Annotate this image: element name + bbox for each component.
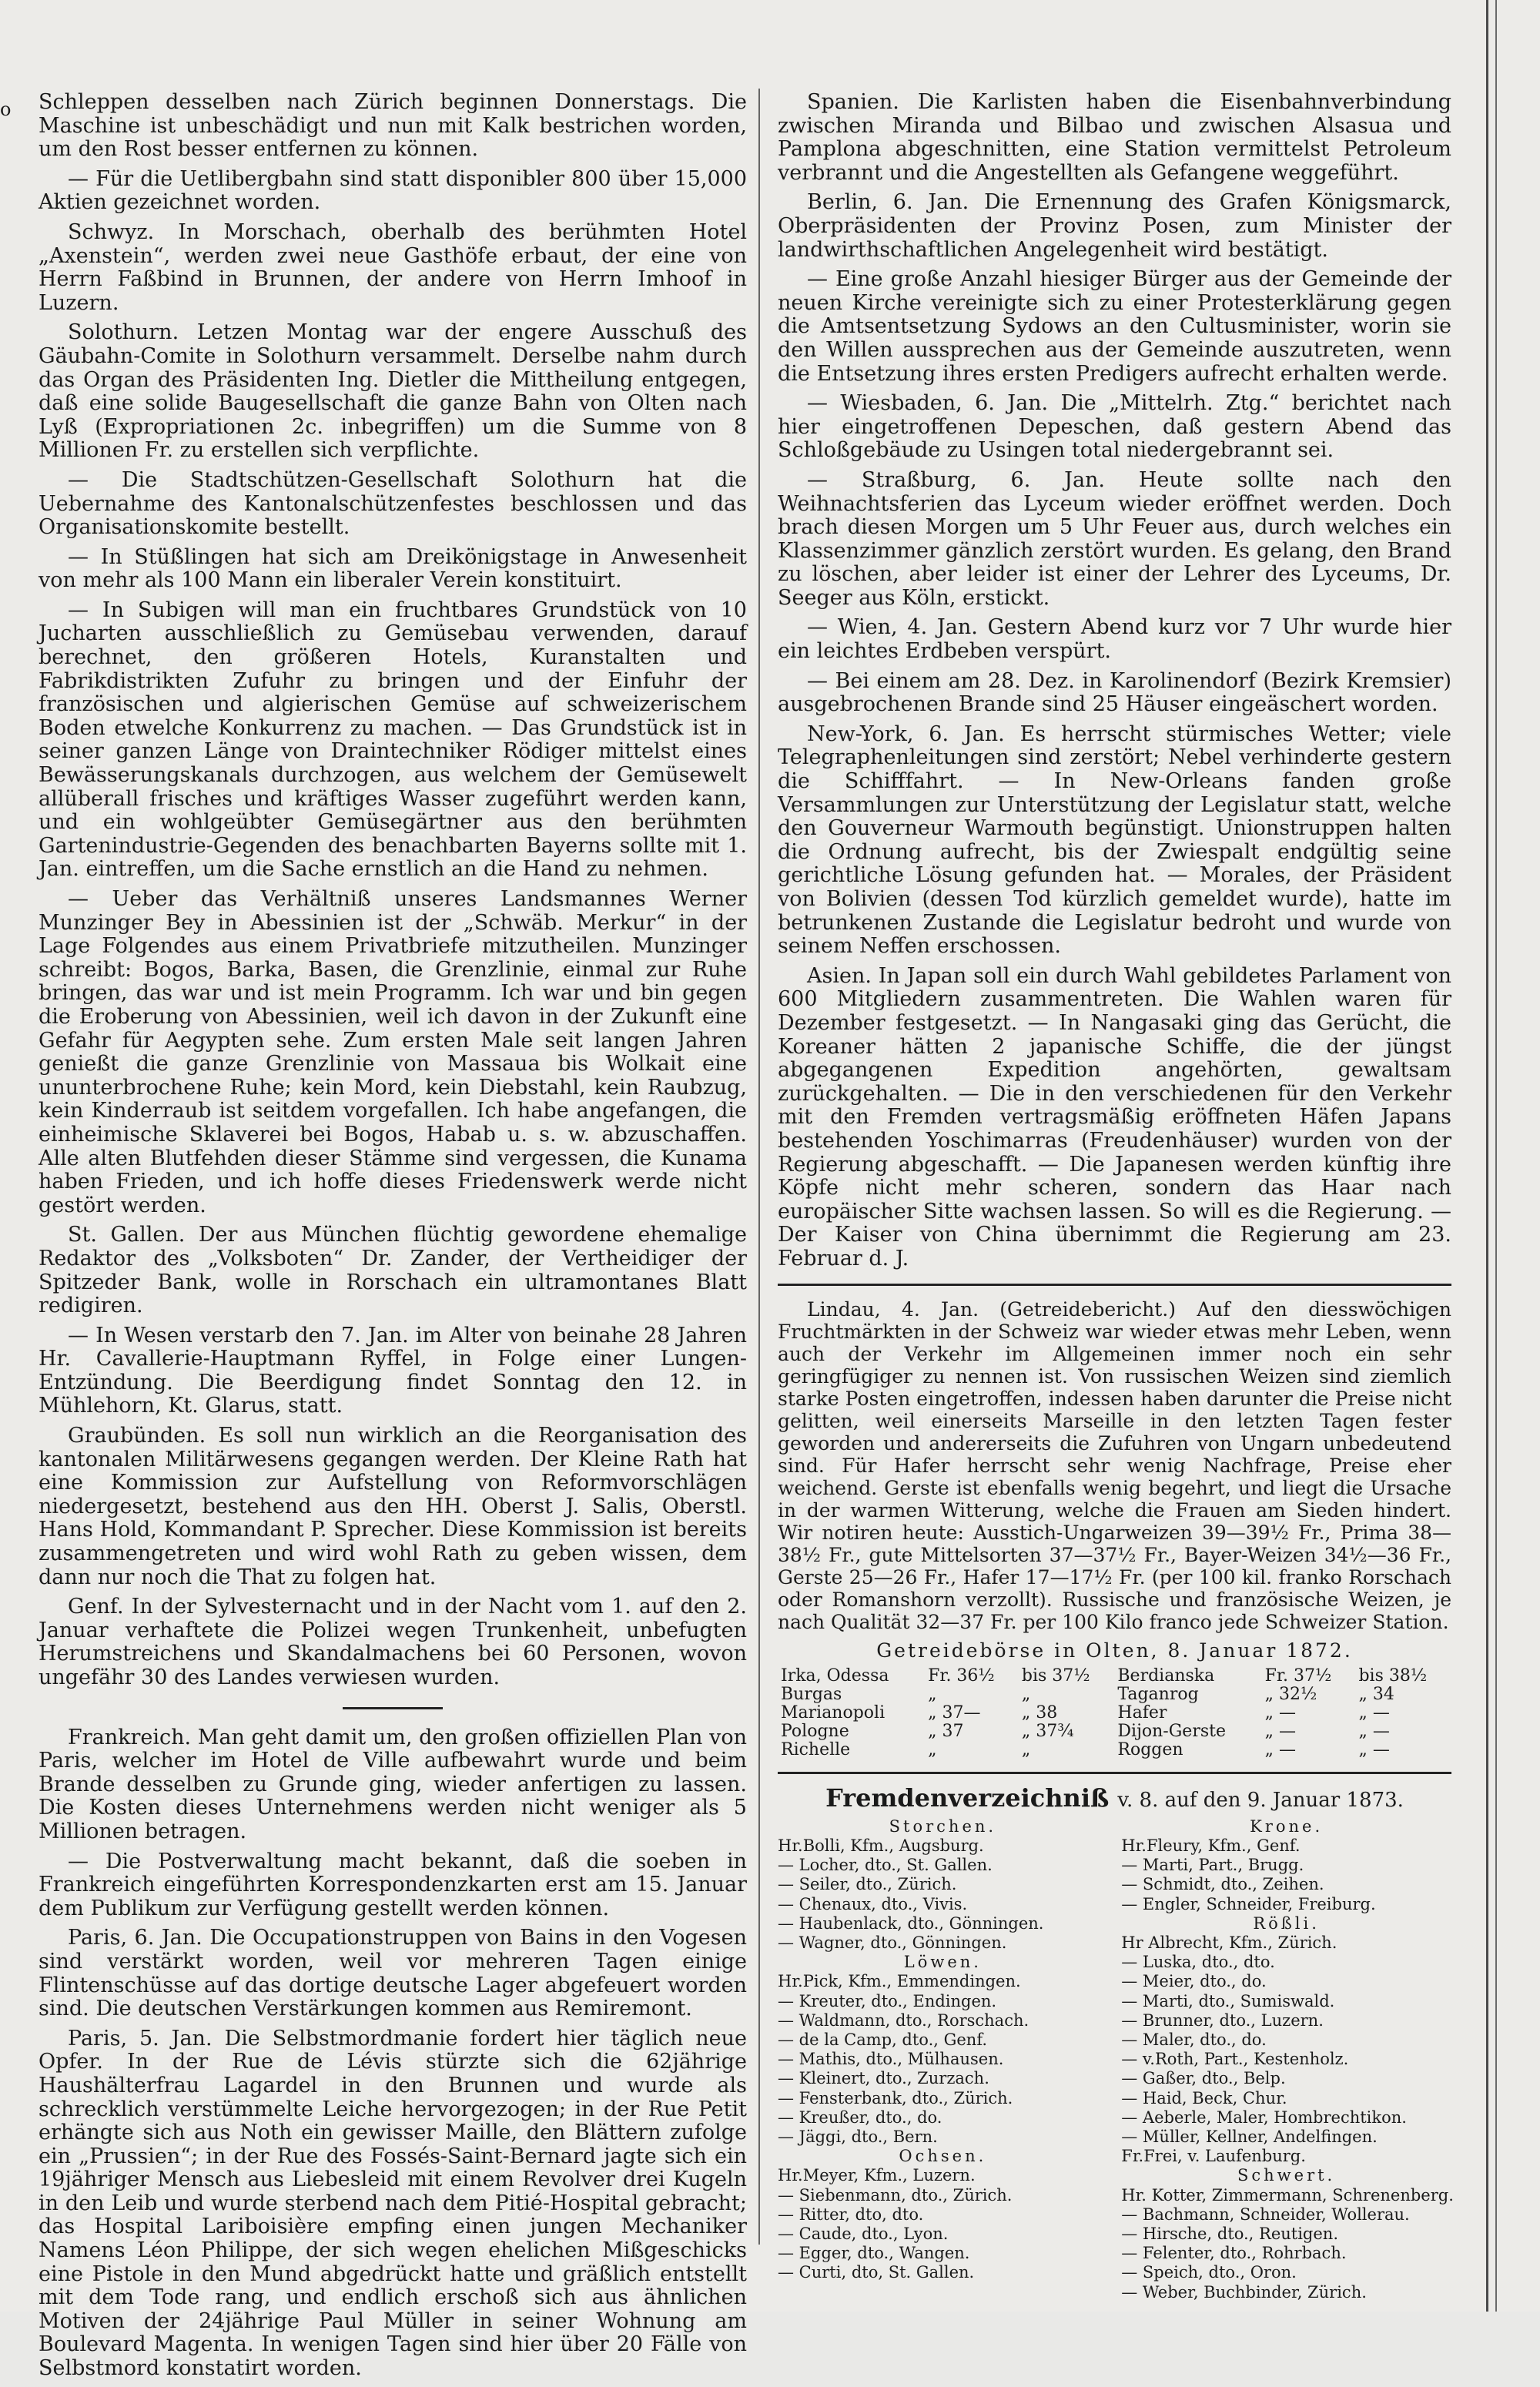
- article-paragraph: — Die Postverwaltung macht bekannt, daß die soeben in Frankreich eingeführten Korrespondenzkarten erst am 15. Januar dem Publikum zur Verfügung gestellt werden können.: [38, 1849, 747, 1920]
- price-cell: „: [1021, 1685, 1031, 1705]
- section-rule: [778, 1772, 1451, 1774]
- guest-entry: — Ritter, dto, dto.: [778, 2205, 924, 2224]
- guest-entry: — Müller, Kellner, Andelfingen.: [1121, 2127, 1378, 2146]
- price-cell: Berdianska: [1117, 1666, 1215, 1686]
- guest-entry: — Gaßer, dto., Belp.: [1121, 2069, 1286, 2088]
- price-cell: „ 37—: [928, 1703, 981, 1723]
- guest-list-left: [778, 1817, 1108, 2302]
- page-edge-border: [1486, 0, 1488, 2312]
- price-row: [778, 1722, 1451, 1741]
- guest-entry: — Caude, dto., Lyon.: [778, 2224, 949, 2243]
- price-cell: „ —: [1358, 1740, 1390, 1760]
- price-cell: „ 37: [928, 1722, 964, 1742]
- hotel-name: Löwen.: [903, 1953, 982, 1972]
- price-cell: „ 32½: [1264, 1685, 1317, 1705]
- guest-entry: — Kreuter, dto., Endingen.: [778, 1991, 997, 2010]
- exchange-title: Getreidebörse in Olten, 8. Januar 1872.: [876, 1639, 1353, 1662]
- guest-entry: — Luska, dto., dto.: [1121, 1953, 1275, 1972]
- column-rule: [758, 89, 760, 2245]
- guest-entry: Fr.Frei, v. Laufenburg.: [1121, 2147, 1306, 2166]
- price-cell: Dijon-Gerste: [1117, 1722, 1226, 1742]
- price-cell: Fr. 37½: [1264, 1666, 1332, 1686]
- price-row: [778, 1686, 1451, 1704]
- article-paragraph: Berlin, 6. Jan. Die Ernennung des Grafen Königsmarck, Oberpräsidenten der Provinz Posen, zum Minister der landwirthschaftlichen Angelegenheit wird bestätigt.: [778, 190, 1451, 262]
- price-row: [778, 1741, 1451, 1759]
- market-report: Lindau, 4. Jan. (Getreidebericht.) Auf den diesswöchigen Fruchtmärkten in der Schweiz war wieder etwas mehr Leben, wenn auch der Verkehr im Allgemeinen immer noch ein sehr geringfügiger zu nennen ist. Von russischen Weizen sind ziemlich starke Posten eingetroffen, indessen haben darunter die Preise nicht gelitten, weil einerseits Marseille in den letzten Tagen fester geworden und andererseits die Zufuhren von Ungarn unbedeutend sind. Für Hafer herrscht sehr wenig Nachfrage, Preise eher weichend. Gerste ist ebenfalls wenig begehrt, und liegt die Ursache in der warmen Witterung, welche die Frauen am Sieden hindert. Wir notiren heute: Ausstich-Ungarweizen 39—39½ Fr., Prima 38—38½ Fr., gute Mittelsorten 37—37½ Fr., Bayer-Weizen 34½—36 Fr., Gerste 25—26 Fr., Hafer 17—17½ Fr. (per 100 kil. franko Rorschach oder Romanshorn verzollt). Russische und französische Weizen, je nach Qualität 32—37 Fr. per 100 Kilo franco jede Schweizer Station.: [778, 1297, 1451, 1633]
- page-edge-border-inner: [1495, 0, 1497, 2312]
- price-cell: Pologne: [781, 1722, 849, 1742]
- guest-entry: — Aeberle, Maler, Hombrechtikon.: [1121, 2107, 1407, 2127]
- article-paragraph: — In Wesen verstarb den 7. Jan. im Alter von beinahe 28 Jahren Hr. Cavallerie-Hauptmann Ryffel, in Folge einer Lungen-Entzündung. Die Beerdigung findet Sonntag den 12. in Mühlehorn, Kt. Glarus, statt.: [38, 1323, 747, 1418]
- guest-entry: — Waldmann, dto., Rorschach.: [778, 2010, 1029, 2030]
- guest-entry: — Marti, dto., Sumiswald.: [1121, 1991, 1335, 2010]
- guest-entry: — Kreußer, dto., do.: [778, 2107, 942, 2127]
- price-cell: „: [928, 1685, 937, 1705]
- article-paragraph: — Wien, 4. Jan. Gestern Abend kurz vor 7 Uhr wurde hier ein leichtes Erdbeben verspürt.: [778, 615, 1451, 664]
- guest-entry: Hr.Meyer, Kfm., Luzern.: [778, 2166, 976, 2185]
- price-row: [778, 1704, 1451, 1722]
- price-cell: „: [1021, 1740, 1031, 1760]
- price-cell: „: [928, 1740, 937, 1760]
- hotel-name: Ochsen.: [899, 2147, 987, 2166]
- guest-entry: — Felenter, dto., Rohrbach.: [1121, 2244, 1347, 2263]
- guest-entry: — Locher, dto., St. Gallen.: [778, 1856, 993, 1875]
- guest-list-right: [1121, 1816, 1454, 2302]
- guest-entry: — Bachmann, Schneider, Wollerau.: [1121, 2205, 1410, 2224]
- guest-entry: Hr.Bolli, Kfm., Augsburg.: [778, 1836, 984, 1855]
- price-cell: Marianopoli: [781, 1703, 886, 1723]
- article-paragraph: Paris, 5. Jan. Die Selbstmordmanie fordert hier täglich neue Opfer. In der Rue de Lévis stürzte sich die 62jährige Haushälterfrau Lagardel in den Brunnen und wurde als schrecklich verstümmelte Leiche hervorgezogen; in der Rue Petit erhängte sich aus Noth ein gewisser Maille, den Blättern zufolge ein „Prussien“; in der Rue des Fossés-Saint-Bernard jagte sich ein 19jähriger Mensch aus Liebesleid mit einem Revolver drei Kugeln in den Leib und wurde sterbend nach dem Pitié-Hospital gebracht; das Hospital Lariboisière empfing einen jungen Mechaniker Namens Léon Philippe, der sich wegen ehelichen Mißgeschicks eine Pistole in den Mund abgedrückt hatte und gräßlich entstellt mit dem Tode rang, und endlich erschoß sich aus ähnlichen Motiven der 24jährige Paul Müller in seiner Wohnung am Boulevard Magenta. In wenigen Tagen sind hier über 20 Fälle von Selbstmord konstatirt worden.: [38, 2026, 747, 2381]
- article-paragraph: Graubünden. Es soll nun wirklich an die Reorganisation des kantonalen Militärwesens gegangen werden. Der Kleine Rath hat eine Kommission zur Aufstellung von Reformvorschlägen niedergesetzt, bestehend aus den HH. Oberst J. Salis, Oberstl. Hans Hold, Kommandant P. Sprecher. Diese Kommission ist bereits zusammengetreten und wird wohl Rath zu geben wissen, dem dann nur noch die That zu folgen hat.: [38, 1424, 747, 1589]
- guest-entry: — de la Camp, dto., Genf.: [778, 2030, 988, 2049]
- article-paragraph: Genf. In der Sylvesternacht und in der Nacht vom 1. auf den 2. Januar verhaftete die Polizei wegen Trunkenheit, unbefugten Herumstreichens und Skandalmachens bei 60 Personen, wovon ungefähr 30 des Landes verwiesen wurden.: [38, 1595, 747, 1689]
- guest-entry: — Schmidt, dto., Zeihen.: [1121, 1875, 1324, 1894]
- article-paragraph: Schwyz. In Morschach, oberhalb des berühmten Hotel „Axenstein“, werden zwei neue Gasthöfe erbaut, der eine von Herrn Faßbind in Brunnen, der andere von Herrn Imhoof in Luzern.: [38, 219, 747, 315]
- price-cell: „ —: [1358, 1703, 1390, 1723]
- hotel-name: Schwert.: [1237, 2166, 1336, 2185]
- guest-entry: — Fensterbank, dto., Zürich.: [778, 2088, 1013, 2107]
- price-cell: bis 38½: [1358, 1666, 1428, 1686]
- price-cell: „ —: [1358, 1722, 1390, 1742]
- article-paragraph: Paris, 6. Jan. Die Occupationstruppen von Bains in den Vogesen sind verstärkt worden, weil vor mehreren Tagen einige Flintenschüsse auf das dortige deutsche Lager abgefeuert worden sind. Die deutschen Verstärkungen kommen aus Remiremont.: [38, 1926, 747, 2021]
- guest-entry: — Siebenmann, dto., Zürich.: [778, 2185, 1013, 2205]
- article-paragraph: Solothurn. Letzen Montag war der engere Ausschuß des Gäubahn-Comite in Solothurn versammelt. Derselbe nahm durch das Organ des Präsidenten Ing. Dietler die Mittheilung entgegen, daß eine solide Baugesellschaft die ganze Bahn von Olten nach Lyß (Expropriationen 2c. inbegriffen) um die Summe von 8 Millionen Fr. zu erstellen sich verpflichte.: [38, 320, 747, 463]
- article-paragraph: — Die Stadtschützen-Gesellschaft Solothurn hat die Uebernahme des Kantonalschützenfestes beschlossen und das Organisationskomite bestellt.: [38, 467, 747, 540]
- price-cell: Taganrog: [1117, 1685, 1199, 1705]
- price-cell: „ —: [1264, 1740, 1297, 1760]
- price-cell: Richelle: [781, 1740, 851, 1760]
- guest-entry: — Marti, Part., Brugg.: [1121, 1856, 1304, 1875]
- guest-entry: Hr. Kotter, Zimmermann, Schrenenberg.: [1121, 2185, 1454, 2205]
- article-paragraph: — Eine große Anzahl hiesiger Bürger aus der Gemeinde der neuen Kirche vereinigte sich zu einer Protesterklärung gegen die Amtsentsetzung Sydows an den Cultusminister, worin sie den Willen aussprechen aus der Gemeinde auszutreten, wenn die Entsetzung ihres ersten Predigers aufrecht erhalten werde.: [778, 267, 1451, 386]
- hotel-name: Storchen.: [889, 1816, 997, 1836]
- article-paragraph: Spanien. Die Karlisten haben die Eisenbahnverbindung zwischen Miranda und Bilbao und zwischen Alsasua und Pamplona abgeschnitten, eine Station vermittelst Petroleum verbrannt und die Angestellten als Gefangene weggeführt.: [778, 90, 1451, 185]
- price-table: [778, 1667, 1451, 1759]
- price-cell: „ —: [1264, 1703, 1297, 1723]
- guest-entry: — Chenaux, dto., Vivis.: [778, 1894, 968, 1913]
- article-paragraph: — Für die Uetlibergbahn sind statt disponibler 800 über 15,000 Aktien gezeichnet worden.: [38, 166, 747, 215]
- article-paragraph: Frankreich. Man geht damit um, den großen offiziellen Plan von Paris, welcher im Hotel de Ville aufbewahrt wurde und beim Brande desselben zu Grunde ging, wieder anfertigen zu lassen. Die Kosten dieses Unternehmens werden nicht weniger als 5 Millionen betragen.: [38, 1725, 747, 1843]
- article-paragraph: St. Gallen. Der aus München flüchtig gewordene ehemalige Redaktor des „Volksboten“ Dr. Zander, der Vertheidiger der Spitzeder Bank, wolle in Rorschach ein ultramontanes Blatt redigiren.: [38, 1223, 747, 1318]
- article-paragraph: — Straßburg, 6. Jan. Heute sollte nach den Weihnachtsferien das Lyceum wieder eröffnet werden. Doch brach diesen Morgen um 5 Uhr Feuer aus, durch welches ein Klassenzimmer gänzlich zerstört wurden. Es gelang, den Brand zu löschen, aber leider ist einer der Lehrer des Lyceums, Dr. Seeger aus Köln, erstickt.: [778, 467, 1451, 610]
- guest-list-title: [778, 1783, 1451, 1813]
- guest-entry: — Engler, Schneider, Freiburg.: [1121, 1894, 1376, 1913]
- guest-entry: — Kleinert, dto., Zurzach.: [778, 2069, 989, 2088]
- guest-entry: — Mathis, dto., Mülhausen.: [778, 2050, 1004, 2069]
- hotel-name: Rößli.: [1253, 1913, 1320, 1933]
- guest-entry: — Hirsche, dto., Reutigen.: [1121, 2224, 1339, 2243]
- guest-entry: Hr Albrecht, Kfm., Zürich.: [1121, 1933, 1337, 1952]
- article-paragraph: — Bei einem am 28. Dez. in Karolinendorf (Bezirk Kremsier) ausgebrochenen Brande sind 25 Häuser eingeäschert worden.: [778, 668, 1451, 717]
- guest-entry: — Jäggi, dto., Bern.: [778, 2127, 938, 2146]
- article-paragraph: — Ueber das Verhältniß unseres Landsmannes Werner Munzinger Bey in Abessinien ist der „Schwäb. Merkur“ in der Lage Folgendes aus einem Privatbriefe mitzutheilen. Munzinger schreibt: Bogos, Barka, Basen, die Grenzlinie, einmal zur Ruhe bringen, das war und ist mein Programm. Ich war und bin gegen die Eroberung von Abessinien, weil ich davon in der Zukunft eine Gefahr für Aegypten sehe. Zum ersten Male seit langen Jahren genießt die ganze Grenzlinie von Massaua bis Wolkait eine ununterbrochene Ruhe; kein Mord, kein Diebstahl, kein Raubzug, kein Kinderraub ist seitdem vorgefallen. Ich habe angefangen, die einheimische Sklaverei bei Bogos, Habab u. s. w. abzuschaffen. Alle alten Blutfehden dieser Stämme sind vergessen, die Kunama haben Frieden, und ich hoffe dieses Friedenswerk werde nicht gestört werden.: [38, 887, 747, 1217]
- guest-entry: Hr.Pick, Kfm., Emmendingen.: [778, 1972, 1021, 1991]
- guest-entry: — Haid, Beck, Chur.: [1121, 2088, 1287, 2107]
- price-row: [778, 1667, 1451, 1686]
- price-cell: „ 37¾: [1021, 1722, 1074, 1742]
- price-cell: „ 34: [1358, 1685, 1394, 1705]
- guest-entry: — Curti, dto, St. Gallen.: [778, 2263, 975, 2282]
- guest-entry: — Egger, dto., Wangen.: [778, 2244, 970, 2263]
- article-paragraph: Asien. In Japan soll ein durch Wahl gebildetes Parlament von 600 Mitgliedern zusammentreten. Die Wahlen waren für Dezember festgesetzt. — In Nangasaki ging das Gerücht, die Koreaner hätten 2 japanische Schiffe, die der jüngst abgegangenen Expedition angehörten, gewaltsam zurückgehalten. — Die in den verschiedenen für den Verkehr mit den Fremden vertragsmäßig eröffneten Häfen Japans bestehenden Yoschimarras (Freudenhäuser) wurden von der Regierung abgeschafft. — Die Japanesen werden künftig ihre Köpfe nicht mehr scheren, sondern das Haar nach europäischer Sitte wachsen lassen. So will es die Regierung. — Der Kaiser von China übernimmt die Regierung am 23. Februar d. J.: [778, 963, 1451, 1270]
- guest-entry: — v.Roth, Part., Kestenholz.: [1121, 2050, 1349, 2069]
- guest-entry: — Wagner, dto., Gönningen.: [778, 1933, 1007, 1952]
- right-column: [778, 90, 1454, 2302]
- guest-entry: — Haubenlack, dto., Gönningen.: [778, 1913, 1044, 1933]
- price-cell: Burgas: [781, 1685, 842, 1705]
- price-cell: bis 37½: [1021, 1666, 1090, 1686]
- article-paragraph: — In Stüßlingen hat sich am Dreikönigstage in Anwesenheit von mehr als 100 Mann ein liberaler Verein konstituirt.: [38, 544, 747, 593]
- left-column: [38, 91, 747, 2387]
- hotel-name: Krone.: [1250, 1816, 1324, 1836]
- edge-mark: o: [0, 99, 12, 120]
- guest-list-title-bold: Fremdenverzeichniß: [825, 1783, 1110, 1813]
- guest-entry: — Weber, Buchbinder, Zürich.: [1121, 2282, 1367, 2302]
- guest-list: [778, 1816, 1454, 2302]
- guest-entry: — Maler, dto., do.: [1121, 2030, 1267, 2049]
- article-paragraph: — In Subigen will man ein fruchtbares Grundstück von 10 Jucharten ausschließlich zu Gemüsebau verwenden, darauf berechnet, den größeren Hotels, Kuranstalten und Fabrikdistrikten Zufuhr zu bringen und der Einfuhr der französischen und algierischen Gemüse auf schweizerischem Boden etwelche Konkurrenz zu machen. — Das Grundstück ist in seiner ganzen Länge von Draintechniker Rödiger mittelst eines Bewässerungskanals durchzogen, aus welchem der Gemüsewelt allüberall frisches und kräftiges Wasser zugeführt werden kann, und ein wohlgeübter Gemüsegärtner aus den berühmten Gartenindustrie-Gegenden des benachbarten Bayerns sollte mit 1. Jan. eintreffen, um die Sache ernstlich an die Hand zu nehmen.: [38, 598, 747, 882]
- article-paragraph: — Wiesbaden, 6. Jan. Die „Mittelrh. Ztg.“ berichtet nach hier eingetroffenen Depeschen, daß gestern Abend das Schloßgebäude zu Usingen total niedergebrannt sei.: [778, 391, 1451, 463]
- guest-entry: — Speich, dto., Oron.: [1121, 2263, 1297, 2282]
- guest-entry: — Meier, dto., do.: [1121, 1972, 1267, 1991]
- article-paragraph: New-York, 6. Jan. Es herrscht stürmisches Wetter; viele Telegraphenleitungen sind zerstört; Nebel verhinderte gestern die Schifffahrt. — In New-Orleans fanden große Versammlungen zur Unterstützung der Legislatur statt, welche den Gouverneur Warmouth begünstigt. Unionstruppen halten die Ordnung aufrecht, bis der Zwiespalt endgültig seine gerichtliche Lösung gefunden hat. — Morales, der Präsident von Bolivien (dessen Tod kürzlich gemeldet wurde), hatte im betrunkenen Zustande die Legislatur bedroht und wurde von seinem Neffen erschossen.: [778, 721, 1451, 959]
- section-divider: [343, 1707, 443, 1709]
- guest-list-title-date: v. 8. auf den 9. Januar 1873.: [1117, 1789, 1404, 1813]
- price-cell: Fr. 36½: [928, 1666, 995, 1686]
- price-cell: Roggen: [1117, 1740, 1183, 1760]
- article-paragraph: Schleppen desselben nach Zürich beginnen Donnerstags. Die Maschine ist unbeschädigt und nun mit Kalk bestrichen worden, um den Rost besser entfernen zu können.: [38, 90, 747, 162]
- price-cell: Irka, Odessa: [781, 1666, 889, 1686]
- price-cell: „ 38: [1021, 1703, 1058, 1723]
- guest-entry: Hr.Fleury, Kfm., Genf.: [1121, 1836, 1301, 1855]
- guest-entry: — Brunner, dto., Luzern.: [1121, 2010, 1324, 2030]
- section-rule: [778, 1284, 1451, 1286]
- guest-entry: — Seiler, dto., Zürich.: [778, 1875, 957, 1894]
- price-cell: „ —: [1264, 1722, 1297, 1742]
- price-cell: Hafer: [1117, 1703, 1167, 1723]
